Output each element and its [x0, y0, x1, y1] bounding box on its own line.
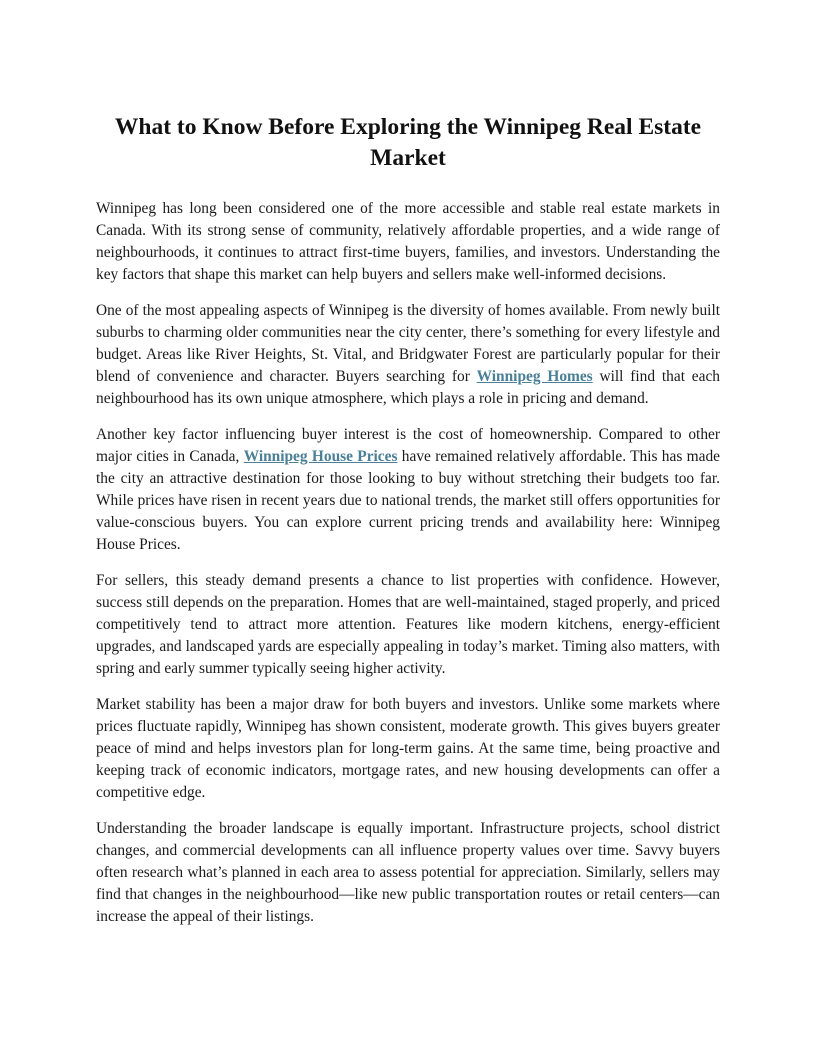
paragraph-text: Another key factor influencing buyer interest is the cost of homeownership. Compared to other major cities in Canada, — [96, 426, 720, 465]
paragraph-stability: Market stability has been a major draw for both buyers and investors. Unlike some markets where prices fluctuate rapidly, Winnipeg has shown consistent, moderate growth. This gives buyers greater peace of mind and helps investors plan for long-term gains. At the same time, being proactive and keeping track of economic indicators, mortgage rates, and new housing developments can offer a competitive edge. — [96, 696, 720, 801]
winnipeg-homes-link[interactable]: Winnipeg Homes — [476, 368, 593, 385]
paragraph-cost — [96, 424, 720, 556]
paragraph-text: will find that each neighbourhood has its own unique atmosphere, which plays a role in pricing and demand. — [96, 368, 720, 407]
page-title: What to Know Before Exploring the Winnipeg Real Estate Market — [114, 114, 702, 171]
paragraph-neighbourhoods — [96, 300, 720, 410]
winnipeg-house-prices-link[interactable]: Winnipeg House Prices — [243, 448, 398, 465]
paragraph-intro: Winnipeg has long been considered one of the more accessible and stable real estate markets in Canada. With its strong sense of community, relatively affordable properties, and a wide range of neighbourhoods, it continues to attract first-time buyers, families, and investors. Understanding the key factors that shape this market can help buyers and sellers make well-informed decisions. — [96, 200, 720, 283]
paragraph-text: have remained relatively affordable. This has made the city an attractive destination for those looking to buy without stretching their budgets too far. While prices have risen in recent years due to national trends, the market still offers opportunities for value-conscious buyers. You can explore current pricing trends and availability here: Winnipeg House Prices. — [96, 448, 720, 553]
paragraph-sellers: For sellers, this steady demand presents a chance to list properties with confidence. However, success still depends on the preparation. Homes that are well-maintained, staged properly, and priced competitively tend to attract more attention. Features like modern kitchens, energy-efficient upgrades, and landscaped yards are especially appealing in today’s market. Timing also matters, with spring and early summer typically seeing higher activity. — [96, 572, 720, 677]
paragraph-text: One of the most appealing aspects of Winnipeg is the diversity of homes available. From newly built suburbs to charming older communities near the city center, there’s something for every lifestyle and budget. Areas like River Heights, St. Vital, and Bridgwater Forest are particularly popular for their blend of convenience and character. Buyers searching for — [96, 302, 720, 385]
paragraph-landscape: Understanding the broader landscape is equally important. Infrastructure projects, school district changes, and commercial developments can all influence property values over time. Savvy buyers often research what’s planned in each area to assess potential for appreciation. Similarly, sellers may find that changes in the neighbourhood—like new public transportation routes or retail centers—can increase the appeal of their listings. — [96, 820, 720, 925]
